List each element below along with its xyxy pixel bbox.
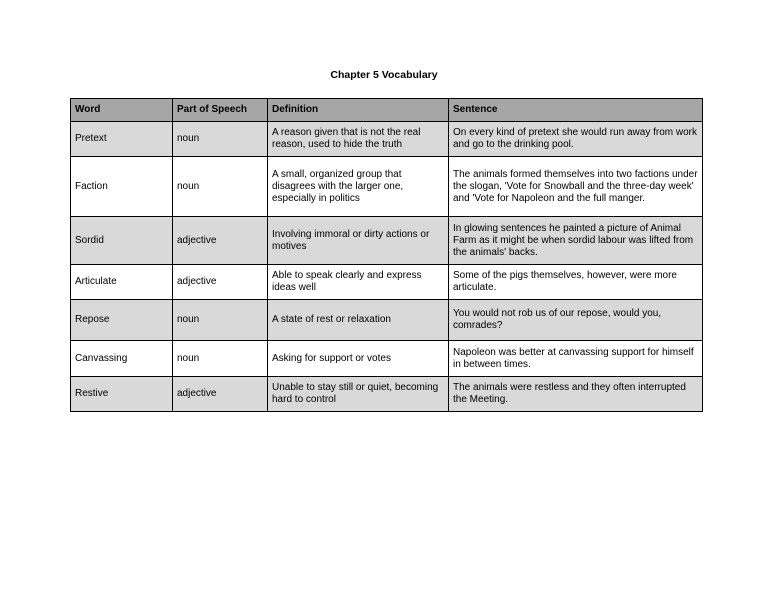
cell-word: Repose xyxy=(71,300,173,341)
table-row xyxy=(71,300,703,341)
cell-word: Canvassing xyxy=(71,341,173,377)
cell-part-of-speech: noun xyxy=(173,122,268,157)
table-row xyxy=(71,265,703,300)
header-definition: Definition xyxy=(268,99,449,122)
cell-definition: Involving immoral or dirty actions or motives xyxy=(268,217,449,265)
page-title: Chapter 5 Vocabulary xyxy=(330,69,438,81)
cell-definition: A state of rest or relaxation xyxy=(268,300,449,341)
cell-sentence: The animals formed themselves into two factions under the slogan, 'Vote for Snowball and the three-day week' and 'Vote for Napoleon and the full manger. xyxy=(449,157,703,217)
cell-part-of-speech: noun xyxy=(173,157,268,217)
cell-part-of-speech: adjective xyxy=(173,265,268,300)
cell-definition: A small, organized group that disagrees with the larger one, especially in politics xyxy=(268,157,449,217)
cell-word: Pretext xyxy=(71,122,173,157)
cell-definition: A reason given that is not the real reason, used to hide the truth xyxy=(268,122,449,157)
header-word: Word xyxy=(71,99,173,122)
cell-part-of-speech: noun xyxy=(173,341,268,377)
cell-sentence: You would not rob us of our repose, would you, comrades? xyxy=(449,300,703,341)
header-part-of-speech: Part of Speech xyxy=(173,99,268,122)
table-row xyxy=(71,217,703,265)
table-row xyxy=(71,377,703,412)
table-header-row xyxy=(71,99,703,122)
cell-part-of-speech: adjective xyxy=(173,217,268,265)
table-row xyxy=(71,122,703,157)
cell-sentence: The animals were restless and they often interrupted the Meeting. xyxy=(449,377,703,412)
cell-word: Faction xyxy=(71,157,173,217)
cell-sentence: On every kind of pretext she would run away from work and go to the drinking pool. xyxy=(449,122,703,157)
cell-word: Sordid xyxy=(71,217,173,265)
header-sentence: Sentence xyxy=(449,99,703,122)
cell-word: Articulate xyxy=(71,265,173,300)
cell-part-of-speech: adjective xyxy=(173,377,268,412)
cell-word: Restive xyxy=(71,377,173,412)
cell-sentence: Some of the pigs themselves, however, were more articulate. xyxy=(449,265,703,300)
vocabulary-table xyxy=(70,98,703,412)
cell-definition: Asking for support or votes xyxy=(268,341,449,377)
cell-definition: Unable to stay still or quiet, becoming hard to control xyxy=(268,377,449,412)
cell-sentence: In glowing sentences he painted a picture of Animal Farm as it might be when sordid labour was lifted from the animals' backs. xyxy=(449,217,703,265)
table-row xyxy=(71,341,703,377)
cell-sentence: Napoleon was better at canvassing support for himself in between times. xyxy=(449,341,703,377)
cell-part-of-speech: noun xyxy=(173,300,268,341)
table-row xyxy=(71,157,703,217)
cell-definition: Able to speak clearly and express ideas well xyxy=(268,265,449,300)
